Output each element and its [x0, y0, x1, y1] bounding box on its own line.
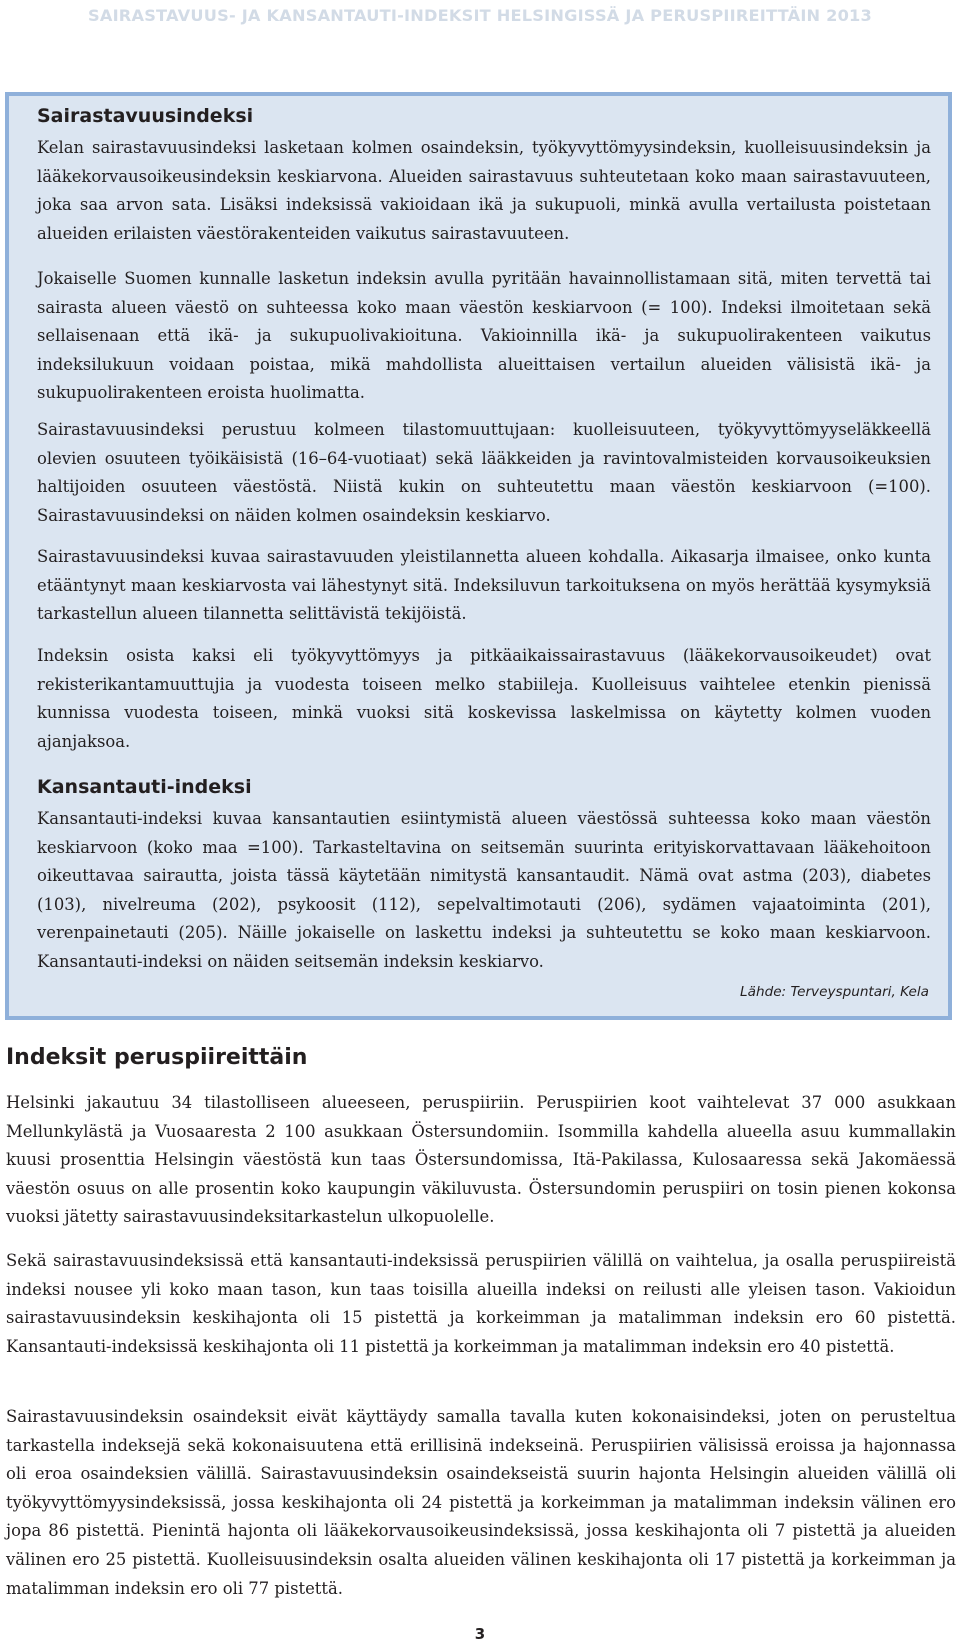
- info-paragraph: Jokaiselle Suomen kunnalle lasketun indeksin avulla pyritään havainnollistamaan sitä, miten tervettä tai sairasta alueen väestö on suhteessa koko maan väestön keskiarvoon (= 100). Indeksi ilmoitetaan sekä sellaisenaan että ikä- ja sukupuolivakioituna. Vakioinnilla ikä- ja sukupuolirakenteen vaikutus indeksilukuun voidaan poistaa, mikä mahdollista alueittaisen vertailun alueiden välisistä ikä- ja sukupuolirakenteen eroista huolimatta.: [37, 269, 931, 403]
- body-paragraph: Sairastavuusindeksin osaindeksit eivät käyttäydy samalla tavalla kuten kokonaisindeksi, joten on perusteltua tarkastella indeksejä sekä kokonaisuutena että erillisinä indekseinä. Peruspiirien välisissä eroissa ja hajonnassa oli eroa osaindeksien välillä. Sairastavuusindeksin osaindekseistä suurin hajonta Helsingin alueiden välillä oli työkyvyttömyysindeksissä, jossa keskihajonta oli 24 pistettä ja korkeimman ja matalimman indeksin välinen ero jopa 86 pistettä. Pienintä hajonta oli lääkekorvausoikeusindeksissä, jossa keskihajonta oli 7 pistettä ja alueiden välinen ero 25 pistettä. Kuolleisuusindeksin osalta alueiden välinen keskihajonta oli 17 pistettä ja korkeimman ja matalimman indeksin ero oli 77 pistettä.: [6, 1407, 956, 1598]
- info-paragraph: Indeksin osista kaksi eli työkyvyttömyys ja pitkäaikaissairastavuus (lääkekorvausoikeudet) ovat rekisterikantamuuttujia ja vuodesta toiseen melko stabiileja. Kuolleisuus vaihtelee etenkin pienissä kunnissa vuodesta toiseen, minkä vuoksi sitä koskevissa laskelmissa on käytetty kolmen vuoden ajanjaksoa.: [37, 646, 931, 751]
- source-note: Lähde: Terveyspuntari, Kela: [740, 984, 929, 1000]
- sairastavuusindeksi-heading: Sairastavuusindeksi: [37, 105, 254, 127]
- info-paragraph: Kansantauti-indeksi kuvaa kansantautien esiintymistä alueen väestössä suhteessa koko maan väestön keskiarvoon (koko maa =100). Tarkasteltavina on seitsemän suurinta erityiskorvattavaan lääkehoitoon oikeuttavaa sairautta, joista tässä käytetään nimitystä kansantaudit. Nämä ovat astma (203), diabetes (103), nivelreuma (202), psykoosit (112), sepelvaltimotauti (206), sydämen vajaatoiminta (201), verenpainetauti (205). Näille jokaiselle on laskettu indeksi ja suhteutettu se koko maan keskiarvoon. Kansantauti-indeksi on näiden seitsemän indeksin keskiarvo.: [37, 809, 931, 971]
- info-paragraph: Sairastavuusindeksi kuvaa sairastavuuden yleistilannetta alueen kohdalla. Aikasarja ilmaisee, onko kunta etääntynyt maan keskiarvosta vai lähestynyt sitä. Indeksiluvun tarkoituksena on myös herättää kysymyksiä tarkastellun alueen tilannetta selittävistä tekijöistä.: [37, 547, 931, 624]
- body-paragraph: Helsinki jakautuu 34 tilastolliseen alueeseen, peruspiiriin. Peruspiirien koot vaihtelevat 37 000 asukkaan Mellunkylästä ja Vuosaaresta 2 100 asukkaan Östersundomiin. Isommilla kahdella alueella asuu kummallakin kuusi prosenttia Helsingin väestöstä kun taas Östersundomissa, Itä-Pakilassa, Kulosaaressa sekä Jakomäessä väestön osuus on alle prosentin koko kaupungin väkiluvusta. Östersundomin peruspiiri on tosin pienen kokonsa vuoksi jätetty sairastavuusindeksitarkastelun ulkopuolelle.: [6, 1093, 956, 1227]
- body-paragraph: Sekä sairastavuusindeksissä että kansantauti-indeksissä peruspiirien välillä on vaihtelua, ja osalla peruspiireistä indeksi nousee yli koko maan tason, kun taas toisilla alueilla indeksi on reilusti alle yleisen tason. Vakioidun sairastavuusindeksin keskihajonta oli 15 pistettä ja korkeimman ja matalimman indeksin ero 60 pistettä. Kansantauti-indeksissä keskihajonta oli 11 pistettä ja korkeimman ja matalimman indeksin ero 40 pistettä.: [6, 1251, 956, 1356]
- section-title: Indeksit peruspiireittäin: [6, 1045, 308, 1070]
- info-paragraph: Sairastavuusindeksi perustuu kolmeen tilastomuuttujaan: kuolleisuuteen, työkyvyttömyyseläkkeellä olevien osuuteen työikäisistä (16–64-vuotiaat) sekä lääkkeiden ja ravintovalmisteiden korvausoikeuksien haltijoiden osuuteen väestöstä. Niistä kukin on suhteutettu maan väestön keskiarvoon (=100). Sairastavuusindeksi on näiden kolmen osaindeksin keskiarvo.: [37, 420, 931, 525]
- page-number: 3: [474, 1625, 486, 1643]
- info-box: [5, 92, 952, 1020]
- info-paragraph: Kelan sairastavuusindeksi lasketaan kolmen osaindeksin, työkyvyttömyysindeksin, kuolleisuusindeksin ja lääkekorvausoikeusindeksin keskiarvona. Alueiden sairastavuus suhteutetaan koko maan sairastavuuteen, joka saa arvon sata. Lisäksi indeksissä vakioidaan ikä ja sukupuoli, minkä avulla vertailusta poistetaan alueiden erilaisten väestörakenteiden vaikutus sairastavuuteen.: [37, 138, 931, 243]
- running-header: SAIRASTAVUUS- JA KANSANTAUTI-INDEKSIT HELSINGISSÄ JA PERUSPIIREITTÄIN 2013: [88, 6, 872, 25]
- kansantauti-indeksi-heading: Kansantauti-indeksi: [37, 776, 252, 798]
